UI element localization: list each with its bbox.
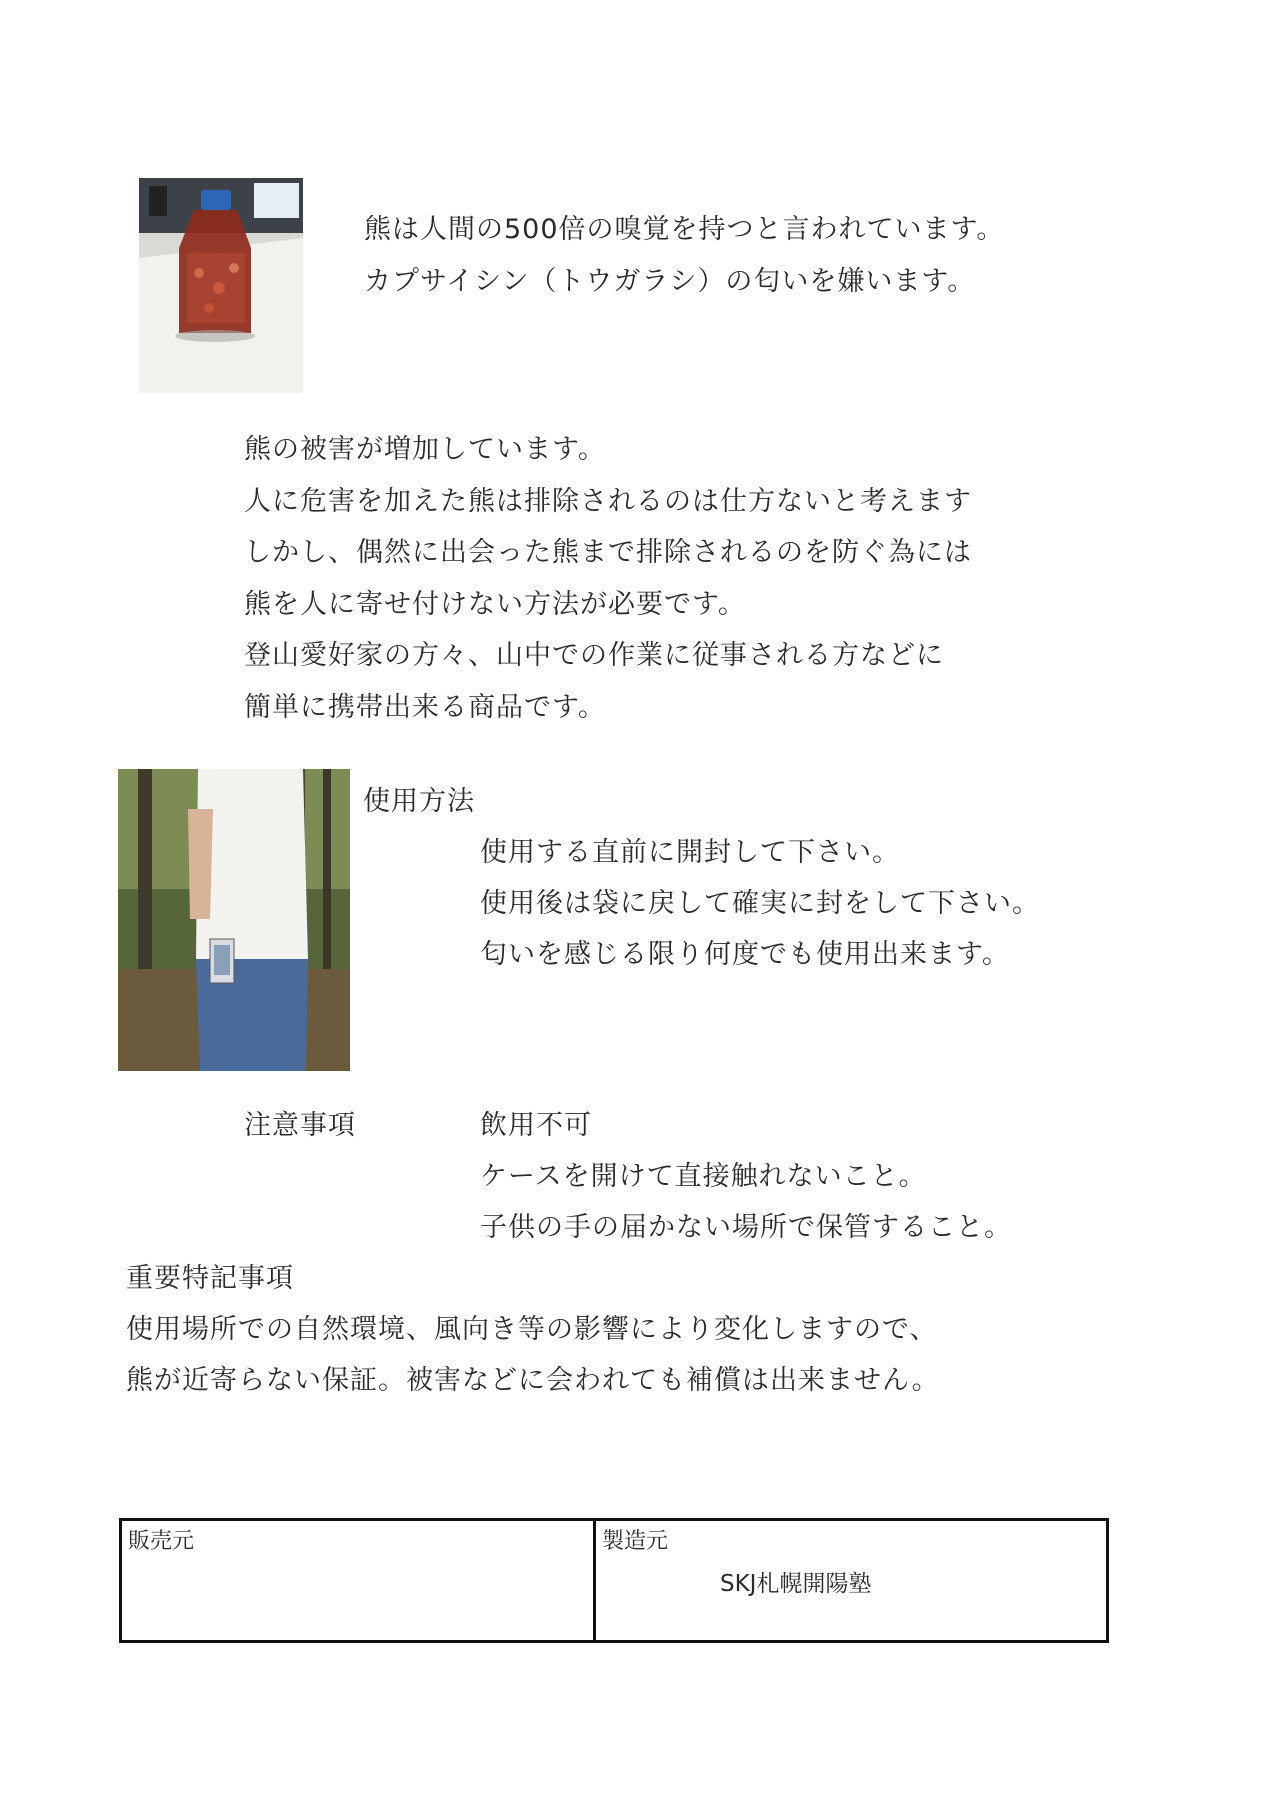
cautions-line-3: 子供の手の届かない場所で保管すること。: [480, 1212, 1012, 1243]
important-heading: 重要特記事項: [126, 1263, 294, 1294]
bottle-photo: [139, 178, 303, 393]
cautions-line-1: 飲用不可: [480, 1110, 592, 1141]
usage-line-1: 使用する直前に開封して下さい。: [480, 837, 900, 868]
body-line-4: 熊を人に寄せ付けない方法が必要です。: [244, 589, 746, 620]
important-line-2: 熊が近寄らない保証。被害などに会われても補償は出来ません。: [126, 1365, 940, 1396]
intro-line-1: 熊は人間の500倍の嗅覚を持つと言われています。: [364, 214, 1005, 245]
usage-line-2: 使用後は袋に戻して確実に封をして下さい。: [480, 888, 1040, 919]
body-line-6: 簡単に携帯出来る商品です。: [244, 692, 606, 723]
maker-label: 製造元: [602, 1529, 669, 1554]
footer-divider: [593, 1521, 596, 1640]
body-line-5: 登山愛好家の方々、山中での作業に従事される方などに: [244, 640, 944, 671]
seller-label: 販売元: [128, 1529, 195, 1554]
body-line-3: しかし、偶然に出会った熊まで排除されるのを防ぐ為には: [244, 537, 972, 568]
person-photo: [118, 769, 350, 1071]
intro-line-2: カプサイシン（トウガラシ）の匂いを嫌います。: [364, 266, 976, 297]
body-line-2: 人に危害を加えた熊は排除されるのは仕方ないと考えます: [244, 486, 972, 517]
footer-table: [119, 1518, 1109, 1643]
usage-heading: 使用方法: [363, 786, 475, 817]
maker-value: SKJ札幌開陽塾: [720, 1571, 872, 1597]
usage-line-3: 匂いを感じる限り何度でも使用出来ます。: [480, 939, 1010, 970]
body-line-1: 熊の被害が増加しています。: [244, 434, 606, 465]
cautions-line-2: ケースを開けて直接触れないこと。: [480, 1161, 927, 1192]
important-line-1: 使用場所での自然環境、風向き等の影響により変化しますので、: [126, 1314, 938, 1345]
cautions-heading: 注意事項: [244, 1110, 356, 1141]
